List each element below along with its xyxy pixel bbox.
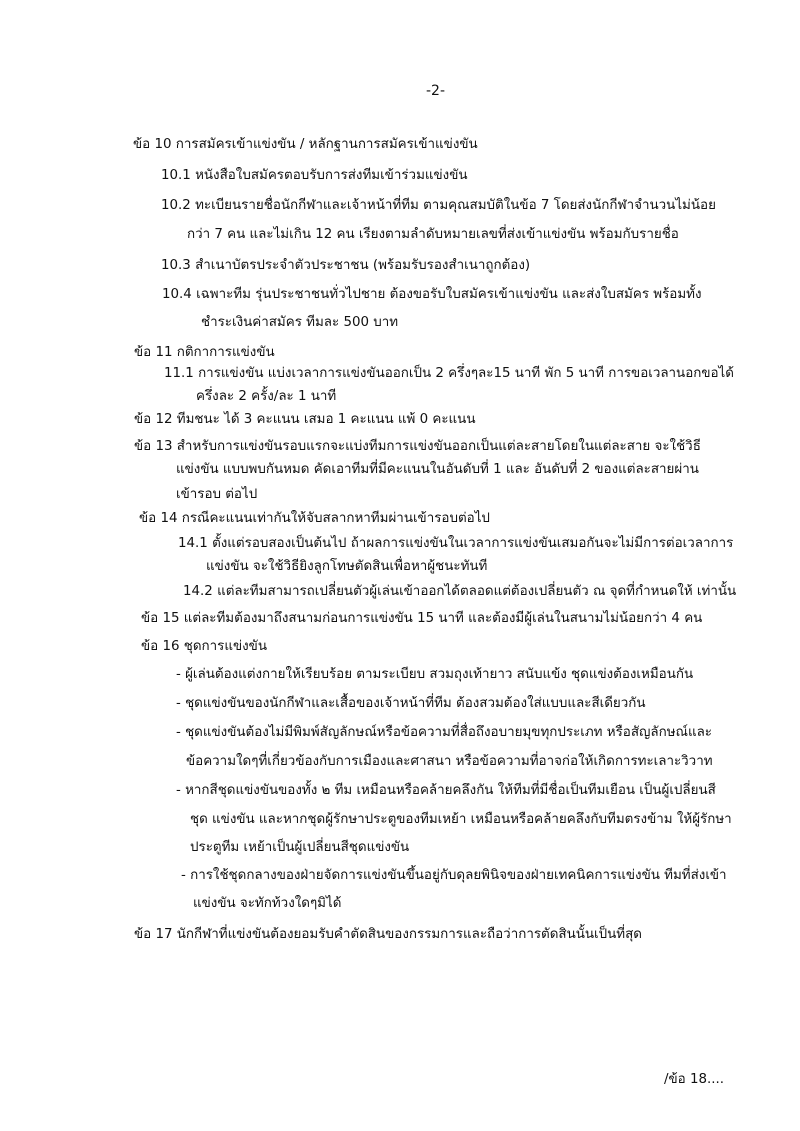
clause-10-4: 10.4 เฉพาะทีม รุ่นประชาชนทั่วไปชาย ต้องขอรับใบสมัครเข้าแข่งขัน และส่งใบสมัคร พร้อมทั้ง xyxy=(162,287,702,302)
clause-11-1-cont: ครึ่งละ 2 ครั้ง/ละ 1 นาที xyxy=(196,389,337,404)
clause-10-2-cont: กว่า 7 คน และไม่เกิน 12 คน เรียงตามลำดับหมายเลขที่ส่งเข้าแข่งขัน พร้อมกับรายชื่อ xyxy=(187,227,679,242)
clause-10-1: 10.1 หนังสือใบสมัครตอบรับการส่งทีมเข้าร่วมแข่งขัน xyxy=(161,168,468,183)
clause-13-cont-1: แข่งขัน แบบพบกันหมด คัดเอาทีมที่มีคะแนนในอันดับที่ 1 และ อันดับที่ 2 ของแต่ละสายผ่าน xyxy=(176,462,699,477)
clause-16-bullet-4-cont-1: ชุด แข่งขัน และหากชุดผู้รักษาประตูของทีมเหย้า เหมือนหรือคล้ายคลึงกับทีมตรงข้าม ให้ผู้รักษา xyxy=(190,812,732,827)
clause-14-1-cont: แข่งขัน จะใช้วิธียิงลูกโทษตัดสินเพื่อหาผู้ชนะทันที xyxy=(206,559,488,574)
clause-15: ข้อ 15 แต่ละทีมต้องมาถึงสนามก่อนการแข่งขัน 15 นาที และต้องมีผู้เล่นในสนามไม่น้อยกว่า 4 คน xyxy=(141,611,703,626)
clause-10-2: 10.2 ทะเบียนรายชื่อนักกีฬาและเจ้าหน้าที่ทีม ตามคุณสมบัติในข้อ 7 โดยส่งนักกีฬาจำนวนไม่น้อย xyxy=(161,198,716,213)
clause-10-heading: ข้อ 10 การสมัครเข้าแข่งขัน / หลักฐานการสมัครเข้าแข่งขัน xyxy=(133,137,478,152)
clause-14-1: 14.1 ตั้งแต่รอบสองเป็นต้นไป ถ้าผลการแข่งขันในเวลาการแข่งขันเสมอกันจะไม่มีการต่อเวลาการ xyxy=(178,536,734,551)
clause-16-bullet-5: - การใช้ชุดกลางของฝ่ายจัดการแข่งขันขึ้นอยู่กับดุลยพินิจของฝ่ายเทคนิคการแข่งขัน ทีมที่ส่งเข้า xyxy=(181,868,727,883)
clause-13: ข้อ 13 สำหรับการแข่งขันรอบแรกจะแบ่งทีมการแข่งขันออกเป็นแต่ละสายโดยในแต่ละสาย จะใช้วิธี xyxy=(134,439,701,454)
clause-16-bullet-3: - ชุดแข่งขันต้องไม่มีพิมพ์สัญลักษณ์หรือข้อความที่สื่อถึงอบายมุขทุกประเภท หรือสัญลักษณ์และ xyxy=(176,725,712,740)
clause-16-bullet-2: - ชุดแข่งขันของนักกีฬาและเสื้อของเจ้าหน้าที่ทีม ต้องสวมต้องใส่แบบและสีเดียวกัน xyxy=(176,696,646,711)
clause-17: ข้อ 17 นักกีฬาที่แข่งขันต้องยอมรับคำตัดสินของกรรมการและถือว่าการตัดสินนั้นเป็นที่สุด xyxy=(134,927,642,942)
page-number: -2- xyxy=(426,83,446,99)
clause-14-2: 14.2 แต่ละทีมสามารถเปลี่ยนตัวผู้เล่นเข้าออกได้ตลอดแต่ต้องเปลี่ยนตัว ณ จุดที่กำหนดให้ เท่านั้น xyxy=(183,584,737,599)
clause-16-bullet-5-cont: แข่งขัน จะทักท้วงใดๆมิได้ xyxy=(193,896,342,911)
clause-16-bullet-4-cont-2: ประตูทีม เหย้าเป็นผู้เปลี่ยนสีชุดแข่งขัน xyxy=(190,840,410,855)
clause-16-heading: ข้อ 16 ชุดการแข่งขัน xyxy=(141,639,267,654)
clause-10-3: 10.3 สำเนาบัตรประจำตัวประชาชน (พร้อมรับรองสำเนาถูกต้อง) xyxy=(161,258,531,273)
clause-10-4-cont: ชำระเงินค่าสมัคร ทีมละ 500 บาท xyxy=(201,315,399,330)
clause-14-heading: ข้อ 14 กรณีคะแนนเท่ากันให้จับสลากหาทีมผ่านเข้ารอบต่อไป xyxy=(139,511,490,526)
clause-11-heading: ข้อ 11 กติกาการแข่งขัน xyxy=(134,345,275,360)
clause-12: ข้อ 12 ทีมชนะ ได้ 3 คะแนน เสมอ 1 คะแนน แพ้ 0 คะแนน xyxy=(134,412,476,427)
continuation-marker: /ข้อ 18.... xyxy=(664,1072,725,1087)
clause-16-bullet-1: - ผู้เล่นต้องแต่งกายให้เรียบร้อย ตามระเบียบ สวมถุงเท้ายาว สนับแข้ง ชุดแข่งต้องเหมือนกัน xyxy=(176,667,694,682)
clause-13-cont-2: เข้ารอบ ต่อไป xyxy=(176,487,258,502)
clause-11-1: 11.1 การแข่งขัน แบ่งเวลาการแข่งขันออกเป็น 2 ครึ่งๆละ15 นาที พัก 5 นาที การขอเวลานอกขอได้ xyxy=(164,366,734,381)
clause-16-bullet-3-cont: ข้อความใดๆที่เกี่ยวข้องกับการเมืองและศาสนา หรือข้อความที่อาจก่อให้เกิดการทะเลาะวิวาท xyxy=(186,754,713,769)
clause-16-bullet-4: - หากสีชุดแข่งขันของทั้ง ๒ ทีม เหมือนหรือคล้ายคลึงกัน ให้ทีมที่มีชื่อเป็นทีมเยือน เป็นผู้เปลี่ยนสี xyxy=(176,783,716,798)
